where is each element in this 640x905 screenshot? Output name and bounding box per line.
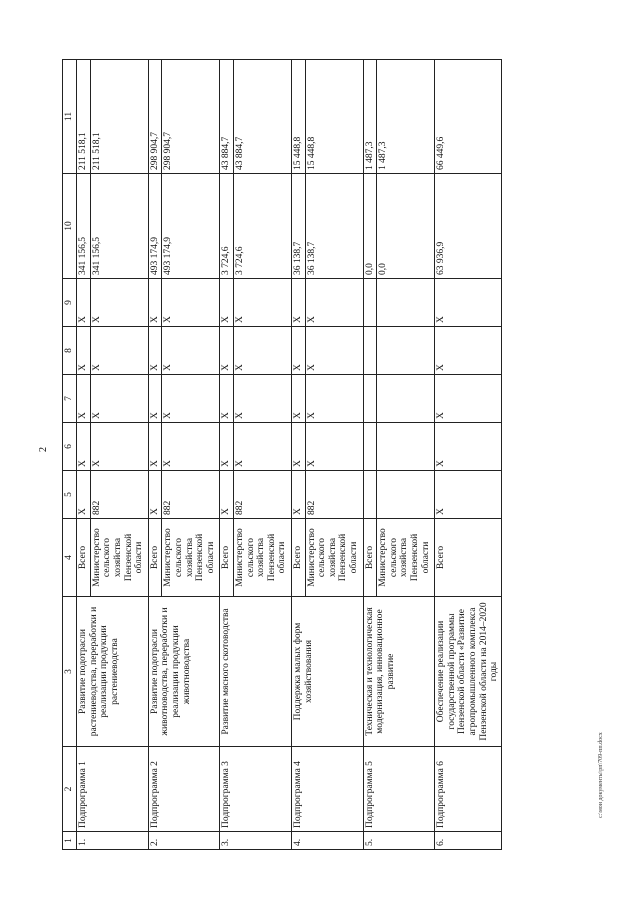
value-cell — [363, 471, 377, 519]
value-cell: 43 884,7 — [220, 60, 234, 174]
program-name: Развитие мясного скотоводства — [220, 597, 292, 747]
value-cell — [363, 327, 377, 375]
value-cell: Х — [148, 423, 162, 471]
value-cell: 298 904,7 — [148, 60, 162, 174]
value-cell: 36 138,7 — [291, 174, 305, 279]
rotated-table-container — [62, 60, 562, 850]
header-cell: 8 — [63, 327, 77, 375]
row-number: 5. — [363, 832, 435, 850]
value-cell: 3 724,6 — [220, 174, 234, 279]
program-cell: Подпрограмма 2 — [148, 747, 220, 832]
total-label: Всего — [220, 519, 234, 597]
value-cell: Х — [148, 375, 162, 423]
row-number: 1. — [77, 832, 149, 850]
total-label: Всего — [291, 519, 305, 597]
value-cell — [363, 279, 377, 327]
value-cell: Х — [435, 327, 502, 375]
value-cell: Х — [435, 279, 502, 327]
value-cell: 882 — [233, 471, 291, 519]
program-name: Развитие подотрасли животноводства, переработки и реализации продукции животноводства — [148, 597, 220, 747]
table-row — [363, 60, 377, 850]
header-cell: 7 — [63, 375, 77, 423]
budget-table — [62, 59, 502, 850]
value-cell: Х — [220, 423, 234, 471]
value-cell: Х — [77, 423, 91, 471]
value-cell: 1 487,3 — [377, 60, 435, 174]
table-row — [291, 60, 305, 850]
header-cell: 6 — [63, 423, 77, 471]
value-cell — [377, 279, 435, 327]
value-cell: Х — [162, 327, 220, 375]
value-cell: 3 724,6 — [233, 174, 291, 279]
value-cell: Х — [220, 375, 234, 423]
value-cell: Х — [291, 471, 305, 519]
ministry-label: Министерство сельского хозяйства Пензенской области — [305, 519, 363, 597]
total-label: Всего — [435, 519, 502, 597]
value-cell: 15 448,8 — [305, 60, 363, 174]
value-cell: 211 518,1 — [77, 60, 91, 174]
value-cell: Х — [162, 375, 220, 423]
program-cell: Подпрограмма 3 — [220, 747, 292, 832]
value-cell: Х — [291, 279, 305, 327]
header-cell: 3 — [63, 597, 77, 747]
value-cell — [363, 375, 377, 423]
table-row — [220, 60, 234, 850]
value-cell: Х — [305, 279, 363, 327]
value-cell: Х — [291, 375, 305, 423]
value-cell: Х — [90, 375, 148, 423]
value-cell: Х — [435, 423, 502, 471]
program-cell: Подпрограмма 1 — [77, 747, 149, 832]
value-cell: 66 449,6 — [435, 60, 502, 174]
value-cell: Х — [162, 279, 220, 327]
value-cell: Х — [233, 375, 291, 423]
value-cell: Х — [77, 279, 91, 327]
value-cell: Х — [77, 471, 91, 519]
value-cell: Х — [148, 471, 162, 519]
header-cell: 11 — [63, 60, 77, 174]
value-cell: 63 936,9 — [435, 174, 502, 279]
page-number: 2 — [38, 447, 49, 452]
value-cell: 43 884,7 — [233, 60, 291, 174]
value-cell: Х — [435, 471, 502, 519]
header-cell: 4 — [63, 519, 77, 597]
total-label: Всего — [148, 519, 162, 597]
value-cell — [377, 327, 435, 375]
value-cell: 493 174,9 — [162, 174, 220, 279]
row-number: 6. — [435, 832, 502, 850]
value-cell: 1 487,3 — [363, 60, 377, 174]
value-cell: Х — [90, 423, 148, 471]
ministry-label: Министерство сельского хозяйства Пензенской области — [90, 519, 148, 597]
value-cell: 882 — [90, 471, 148, 519]
header-cell: 1 — [63, 832, 77, 850]
footer-file-path: c:\мои документы\рп\709-пп.docx — [598, 732, 604, 818]
header-cell: 5 — [63, 471, 77, 519]
value-cell: Х — [162, 423, 220, 471]
value-cell: 341 156,5 — [77, 174, 91, 279]
program-cell: Подпрограмма 6 — [435, 747, 502, 832]
value-cell: Х — [220, 279, 234, 327]
program-cell: Подпрограмма 4 — [291, 747, 363, 832]
header-cell: 10 — [63, 174, 77, 279]
value-cell — [377, 375, 435, 423]
header-row — [63, 60, 77, 850]
ministry-label: Министерство сельского хозяйства Пензенской области — [162, 519, 220, 597]
table-row — [77, 60, 91, 850]
value-cell: 36 138,7 — [305, 174, 363, 279]
value-cell: Х — [233, 423, 291, 471]
value-cell: Х — [291, 423, 305, 471]
program-name: Развитие подотрасли растениеводства, переработки и реализации продукции растениеводства — [77, 597, 149, 747]
row-number: 3. — [220, 832, 292, 850]
value-cell: 15 448,8 — [291, 60, 305, 174]
value-cell: 298 904,7 — [162, 60, 220, 174]
value-cell: Х — [233, 279, 291, 327]
value-cell: Х — [77, 375, 91, 423]
row-number: 4. — [291, 832, 363, 850]
value-cell: Х — [220, 327, 234, 375]
value-cell — [363, 423, 377, 471]
value-cell: Х — [305, 423, 363, 471]
value-cell: 0,0 — [377, 174, 435, 279]
value-cell: Х — [148, 327, 162, 375]
table-row — [435, 60, 502, 850]
ministry-label: Министерство сельского хозяйства Пензенской области — [233, 519, 291, 597]
value-cell: Х — [435, 375, 502, 423]
ministry-label: Министерство сельского хозяйства Пензенской области — [377, 519, 435, 597]
value-cell — [377, 423, 435, 471]
value-cell: Х — [148, 279, 162, 327]
row-number: 2. — [148, 832, 220, 850]
value-cell: Х — [90, 279, 148, 327]
value-cell: 493 174,9 — [148, 174, 162, 279]
value-cell: Х — [305, 375, 363, 423]
value-cell: 341 156,5 — [90, 174, 148, 279]
total-label: Всего — [363, 519, 377, 597]
header-cell: 9 — [63, 279, 77, 327]
total-label: Всего — [77, 519, 91, 597]
program-cell: Подпрограмма 5 — [363, 747, 435, 832]
header-cell: 2 — [63, 747, 77, 832]
value-cell — [377, 471, 435, 519]
program-name: Обеспечение реализации государственной программы Пензенской области «Развитие агропромышленного комплекса Пензенской области на 2014–2020 годы — [435, 597, 502, 747]
value-cell: 882 — [162, 471, 220, 519]
value-cell: 0,0 — [363, 174, 377, 279]
value-cell: 211 518,1 — [90, 60, 148, 174]
value-cell: Х — [305, 327, 363, 375]
program-name: Техническая и технологическая модернизация, инновационное развитие — [363, 597, 435, 747]
table-row — [148, 60, 162, 850]
value-cell: Х — [90, 327, 148, 375]
value-cell: Х — [77, 327, 91, 375]
program-name: Поддержка малых форм хозяйствования — [291, 597, 363, 747]
value-cell: 882 — [305, 471, 363, 519]
value-cell: Х — [233, 327, 291, 375]
value-cell: Х — [291, 327, 305, 375]
value-cell: Х — [220, 471, 234, 519]
